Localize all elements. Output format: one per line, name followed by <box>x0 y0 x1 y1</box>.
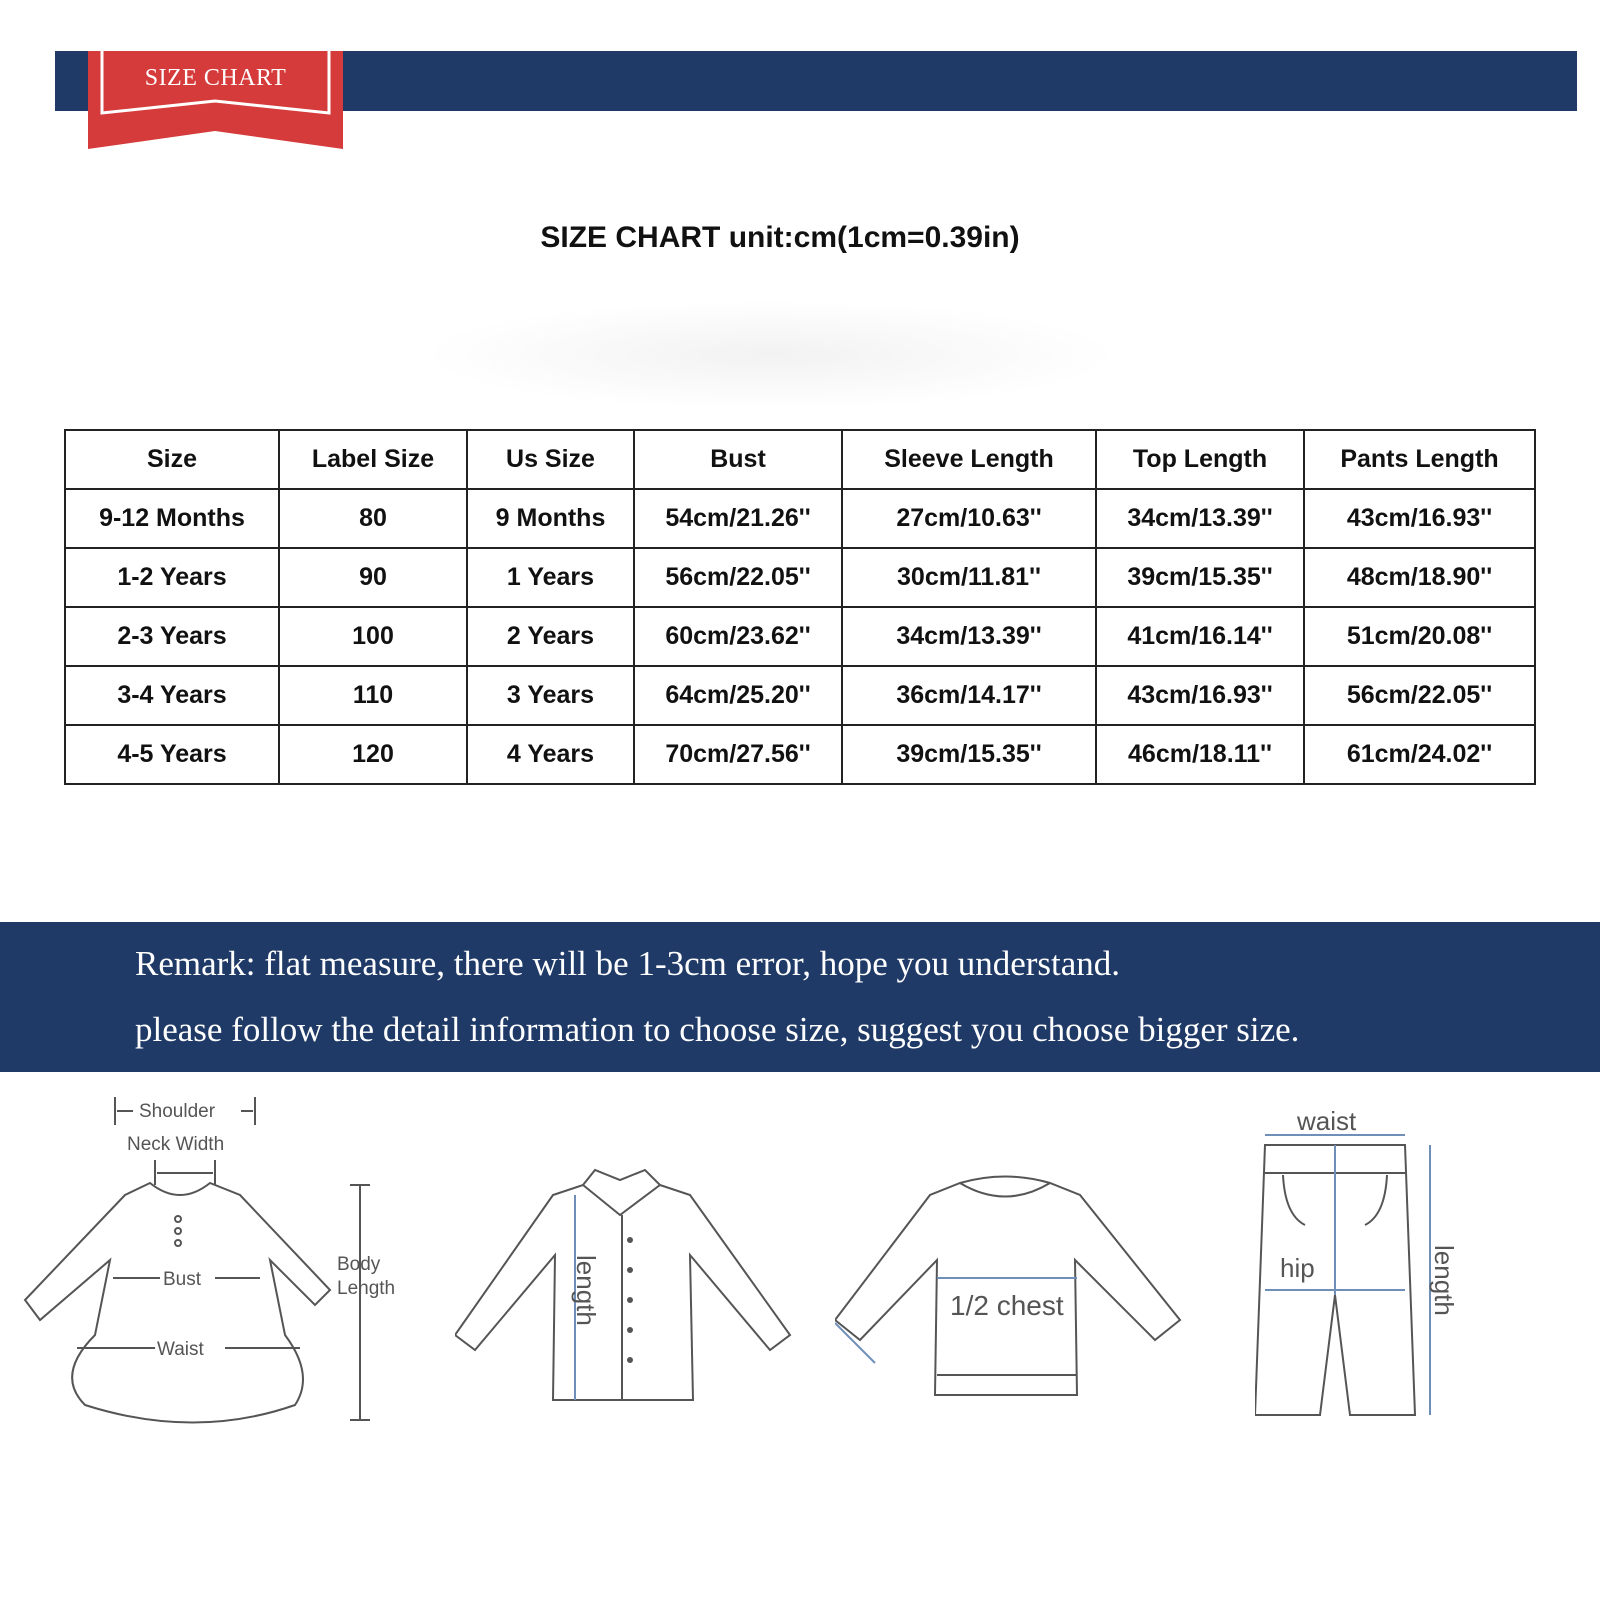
col-header-sleeve-length: Sleeve Length <box>842 430 1096 489</box>
pants-hip-label: hip <box>1280 1253 1315 1283</box>
shirt-outline-icon <box>455 1095 805 1415</box>
col-header-pants-length: Pants Length <box>1304 430 1535 489</box>
size-chart-badge <box>88 51 343 151</box>
table-cell: 41cm/16.14'' <box>1096 607 1304 666</box>
table-cell: 9-12 Months <box>65 489 279 548</box>
dress-outline-icon <box>15 1095 415 1445</box>
table-cell: 30cm/11.81'' <box>842 548 1096 607</box>
sweater-outline-icon <box>835 1095 1195 1415</box>
table-row <box>65 725 1535 784</box>
pants-outline-icon <box>1255 1095 1505 1425</box>
table-cell: 110 <box>279 666 467 725</box>
table-cell: 100 <box>279 607 467 666</box>
remark-line-2: please follow the detail information to choose size, suggest you choose bigger size. <box>135 1010 1300 1049</box>
table-cell: 36cm/14.17'' <box>842 666 1096 725</box>
page-title: SIZE CHART unit:cm(1cm=0.39in) <box>540 221 1020 254</box>
table-row <box>65 666 1535 725</box>
table-cell: 34cm/13.39'' <box>842 607 1096 666</box>
sweater-diagram <box>835 1095 1195 1420</box>
dress-body-label: Body <box>337 1254 381 1275</box>
col-header-label-size: Label Size <box>279 430 467 489</box>
badge-label: SIZE CHART <box>144 65 287 91</box>
table-cell: 1-2 Years <box>65 548 279 607</box>
table-cell: 3-4 Years <box>65 666 279 725</box>
table-cell: 2 Years <box>467 607 634 666</box>
dress-waist-label: Waist <box>157 1339 204 1360</box>
col-header-bust: Bust <box>634 430 842 489</box>
table-cell: 120 <box>279 725 467 784</box>
col-header-size: Size <box>65 430 279 489</box>
col-header-top-length: Top Length <box>1096 430 1304 489</box>
pants-waist-label: waist <box>1297 1106 1357 1136</box>
table-row <box>65 607 1535 666</box>
table-cell: 43cm/16.93'' <box>1304 489 1535 548</box>
table-cell: 9 Months <box>467 489 634 548</box>
table-cell: 39cm/15.35'' <box>842 725 1096 784</box>
dress-diagram <box>15 1095 415 1450</box>
dress-shoulder-label: Shoulder <box>139 1101 216 1122</box>
size-table <box>64 429 1536 785</box>
table-cell: 56cm/22.05'' <box>634 548 842 607</box>
table-row <box>65 489 1535 548</box>
shirt-diagram <box>455 1095 805 1420</box>
table-cell: 4-5 Years <box>65 725 279 784</box>
pants-diagram <box>1255 1095 1505 1430</box>
table-cell: 43cm/16.93'' <box>1096 666 1304 725</box>
col-header-us-size: Us Size <box>467 430 634 489</box>
table-cell: 27cm/10.63'' <box>842 489 1096 548</box>
table-cell: 90 <box>279 548 467 607</box>
table-row <box>65 548 1535 607</box>
table-cell: 70cm/27.56'' <box>634 725 842 784</box>
dress-bust-label: Bust <box>163 1269 202 1290</box>
shirt-length-label: length <box>571 1255 601 1326</box>
table-cell: 64cm/25.20'' <box>634 666 842 725</box>
table-cell: 3 Years <box>467 666 634 725</box>
table-cell: 51cm/20.08'' <box>1304 607 1535 666</box>
dress-length-label: Length <box>337 1278 396 1299</box>
table-header-row <box>65 430 1535 489</box>
table-cell: 1 Years <box>467 548 634 607</box>
table-cell: 34cm/13.39'' <box>1096 489 1304 548</box>
table-cell: 80 <box>279 489 467 548</box>
pants-length-label: length <box>1429 1245 1459 1316</box>
table-cell: 2-3 Years <box>65 607 279 666</box>
table-cell: 4 Years <box>467 725 634 784</box>
table-cell: 61cm/24.02'' <box>1304 725 1535 784</box>
sweater-chest-label: 1/2 chest <box>950 1290 1064 1321</box>
table-cell: 48cm/18.90'' <box>1304 548 1535 607</box>
table-cell: 56cm/22.05'' <box>1304 666 1535 725</box>
remark-banner <box>0 922 1600 1072</box>
table-cell: 39cm/15.35'' <box>1096 548 1304 607</box>
remark-line-1: Remark: flat measure, there will be 1-3cm error, hope you understand. <box>135 944 1121 983</box>
table-cell: 60cm/23.62'' <box>634 607 842 666</box>
table-cell: 46cm/18.11'' <box>1096 725 1304 784</box>
background-haze <box>420 300 1120 410</box>
dress-neck-width-label: Neck Width <box>127 1134 225 1155</box>
table-cell: 54cm/21.26'' <box>634 489 842 548</box>
